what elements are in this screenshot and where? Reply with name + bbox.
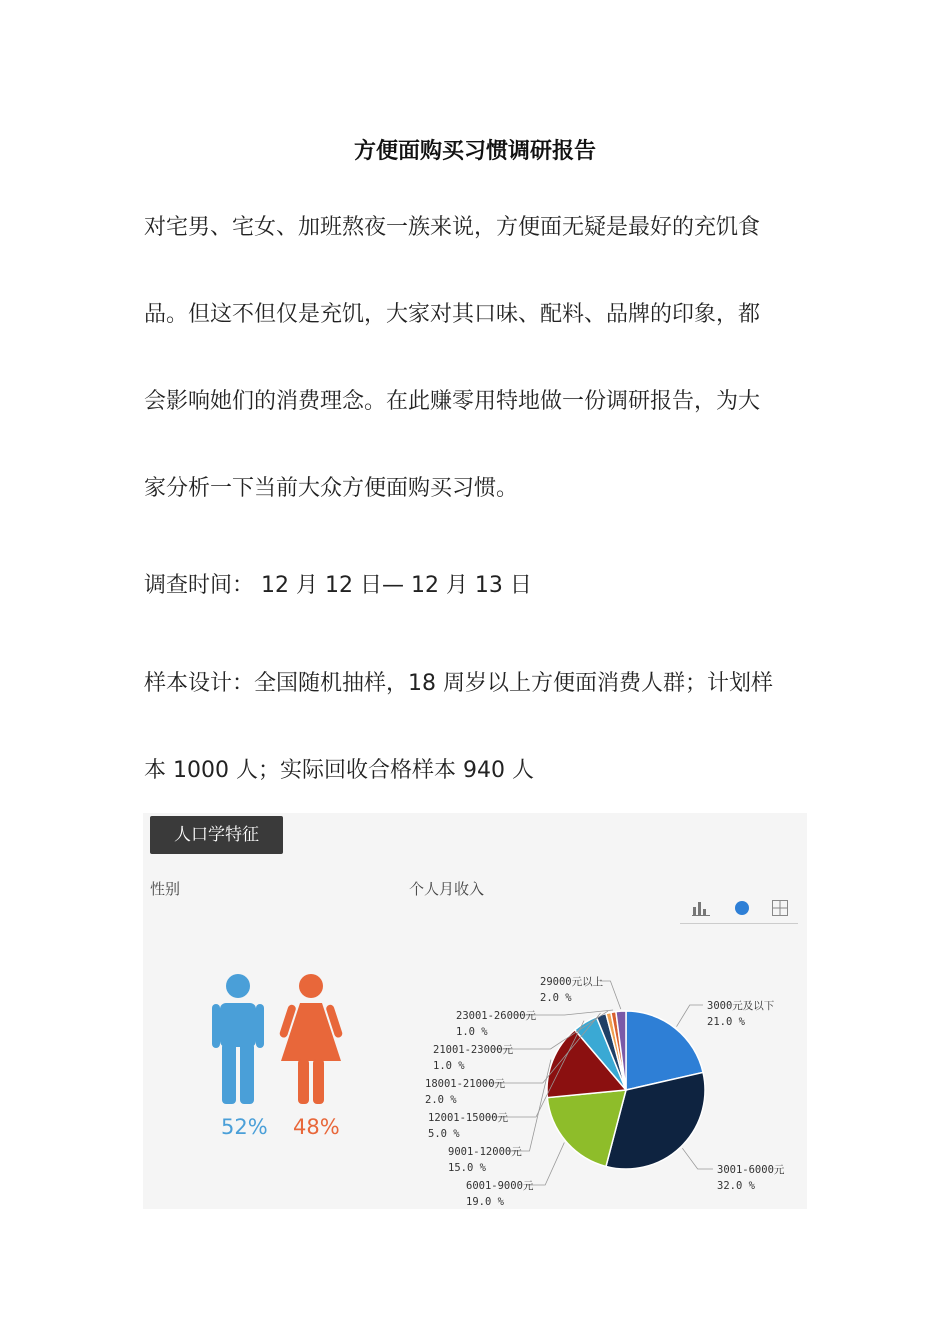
income-pie-chart bbox=[143, 813, 807, 1209]
income-title: 个人月收入 bbox=[409, 880, 485, 898]
demographics-figure bbox=[143, 813, 807, 1209]
pie-leader-line bbox=[508, 1060, 551, 1151]
pie-slice-value: 21.0 % bbox=[707, 1016, 745, 1028]
intro-line: 家分析一下当前大众方便面购买习惯。 bbox=[144, 476, 519, 501]
pie-slice-label: 3001-6000元 bbox=[717, 1164, 785, 1176]
pie-slice-label: 29000元以上 bbox=[540, 976, 604, 988]
pie-leader-line bbox=[682, 1148, 713, 1169]
intro-line: 对宅男、宅女、加班熬夜一族来说，方便面无疑是最好的充饥食 bbox=[144, 215, 761, 240]
male-percentage: 52% bbox=[221, 1115, 268, 1139]
pie-slice-value: 5.0 % bbox=[428, 1128, 460, 1140]
pie-slice-label: 23001-26000元 bbox=[456, 1010, 537, 1022]
pie-slice-value: 2.0 % bbox=[540, 992, 572, 1004]
sample-design-line: 本 1000 人；实际回收合格样本 940 人 bbox=[144, 758, 534, 783]
pie-slice-value: 1.0 % bbox=[456, 1026, 488, 1038]
pie-slice-value: 19.0 % bbox=[466, 1196, 504, 1208]
pie-slice-label: 6001-9000元 bbox=[466, 1180, 534, 1192]
gender-title: 性别 bbox=[150, 880, 181, 898]
pie-slice-value: 15.0 % bbox=[448, 1162, 486, 1174]
section-tag: 人口学特征 bbox=[150, 816, 283, 854]
pie-leader-line bbox=[600, 981, 621, 1009]
intro-line: 会影响她们的消费理念。在此赚零用特地做一份调研报告，为大 bbox=[144, 389, 761, 414]
pie-slice-value: 32.0 % bbox=[717, 1180, 755, 1192]
pie-slice-label: 12001-15000元 bbox=[428, 1112, 509, 1124]
pie-leader-line bbox=[677, 1005, 703, 1027]
pie-slice-value: 1.0 % bbox=[433, 1060, 465, 1072]
intro-line: 品。但这不但仅是充饥，大家对其口味、配料、品牌的印象，都 bbox=[144, 302, 761, 327]
sample-design-line: 样本设计：全国随机抽样，18 周岁以上方便面消费人群；计划样 bbox=[144, 671, 773, 696]
pie-leader-line bbox=[526, 1143, 564, 1185]
pie-slice-label: 18001-21000元 bbox=[425, 1078, 506, 1090]
pie-slice-label: 9001-12000元 bbox=[448, 1146, 522, 1158]
survey-time: 调查时间： 12 月 12 日— 12 月 13 日 bbox=[144, 573, 532, 598]
pie-slice-label: 21001-23000元 bbox=[433, 1044, 514, 1056]
female-percentage: 48% bbox=[293, 1115, 340, 1139]
pie-slice-label: 3000元及以下 bbox=[707, 1000, 775, 1012]
pie-slice-value: 2.0 % bbox=[425, 1094, 457, 1106]
document-title: 方便面购买习惯调研报告 bbox=[353, 139, 596, 164]
